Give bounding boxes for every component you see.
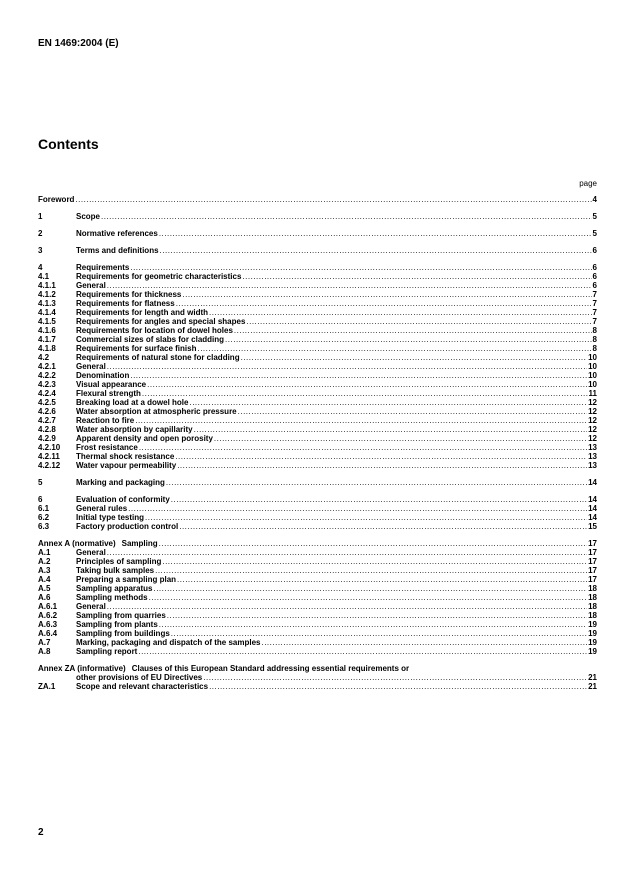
toc-entry[interactable] xyxy=(38,380,597,389)
toc-entry-label: Flexural strength xyxy=(76,389,141,398)
toc-entry-label: General xyxy=(76,362,106,371)
toc-leader-dots xyxy=(159,229,592,238)
toc-entry-number: 4.1.6 xyxy=(38,326,56,335)
toc-entry-number: 2 xyxy=(38,229,43,238)
toc-entry-number: Annex ZA (informative) xyxy=(38,664,126,673)
toc-entry-label: Taking bulk samples xyxy=(76,566,155,575)
toc-entry-page: 10 xyxy=(588,362,597,371)
toc-entry[interactable] xyxy=(38,195,597,204)
toc-entry-page: 18 xyxy=(588,602,597,611)
toc-entry-number: 4.2.5 xyxy=(38,398,56,407)
toc-entry-label: Requirements xyxy=(76,263,130,272)
toc-entry-page: 12 xyxy=(588,425,597,434)
toc-entry-label: Sampling methods xyxy=(76,593,148,602)
toc-leader-dots xyxy=(149,593,588,602)
toc-entry-page: 18 xyxy=(588,611,597,620)
toc-entry[interactable] xyxy=(38,478,597,487)
toc-entry-number: A.6.4 xyxy=(38,629,58,638)
toc-leader-dots xyxy=(171,495,587,504)
toc-entry-annex-za[interactable] xyxy=(38,664,597,673)
toc-leader-dots xyxy=(175,452,587,461)
toc-entry-page: 14 xyxy=(588,495,597,504)
toc-entry-label: Sampling report xyxy=(76,647,138,656)
toc-entry-number: Foreword xyxy=(38,195,75,204)
toc-leader-dots xyxy=(107,602,587,611)
toc-leader-dots xyxy=(241,353,588,362)
page-column-label: page xyxy=(579,179,597,188)
toc-entry-label: Marking, packaging and dispatch of the samples xyxy=(76,638,261,647)
toc-entry-page: 19 xyxy=(588,629,597,638)
toc-entry-number: 4.1.5 xyxy=(38,317,56,326)
toc-entry-number: 4.2.8 xyxy=(38,425,56,434)
toc-entry-number: Annex A (normative) xyxy=(38,539,116,548)
toc-entry-number: A.1 xyxy=(38,548,51,557)
toc-entry[interactable] xyxy=(38,647,597,656)
toc-leader-dots xyxy=(153,584,587,593)
toc-entry-number: A.3 xyxy=(38,566,51,575)
toc-leader-dots xyxy=(176,299,592,308)
toc-leader-dots xyxy=(238,407,587,416)
toc-entry[interactable] xyxy=(38,504,597,513)
toc-entry-number: 4.2.10 xyxy=(38,443,61,452)
toc-leader-dots xyxy=(139,443,587,452)
toc-entry[interactable] xyxy=(38,602,597,611)
toc-entry[interactable] xyxy=(38,344,597,353)
toc-leader-dots xyxy=(203,673,587,682)
toc-entry-annex-za-continued[interactable] xyxy=(38,673,597,682)
toc-entry-number: 4.2.9 xyxy=(38,434,56,443)
toc-entry-label: General rules xyxy=(76,504,128,513)
toc-entry[interactable] xyxy=(38,593,597,602)
toc-leader-dots xyxy=(101,212,592,221)
toc-entries xyxy=(38,195,597,656)
toc-leader-dots xyxy=(130,263,591,272)
toc-entry-label: Requirements of natural stone for cladding xyxy=(76,353,240,362)
toc-entry-page: 21 xyxy=(588,682,597,691)
toc-entry[interactable] xyxy=(38,575,597,584)
toc-leader-dots xyxy=(167,611,587,620)
toc-entry-label: Scope and relevant characteristics xyxy=(76,682,209,691)
toc-entry-page: 12 xyxy=(588,434,597,443)
toc-entry-number: 4.2 xyxy=(38,353,50,362)
toc-entry-label: Water absorption at atmospheric pressure xyxy=(76,407,237,416)
toc-entry[interactable] xyxy=(38,434,597,443)
document-id: EN 1469:2004 (E) xyxy=(38,38,119,49)
toc-leader-dots xyxy=(160,246,592,255)
toc-entry-number: 4.1.3 xyxy=(38,299,56,308)
toc-entry[interactable] xyxy=(38,407,597,416)
toc-leader-dots xyxy=(246,317,591,326)
toc-entry-number: 6.2 xyxy=(38,513,50,522)
toc-entry[interactable] xyxy=(38,452,597,461)
toc-entry[interactable] xyxy=(38,522,597,531)
toc-entry-page: 17 xyxy=(588,539,597,548)
toc-entry[interactable] xyxy=(38,212,597,221)
toc-entry[interactable] xyxy=(38,299,597,308)
toc-entry-number: 4.2.7 xyxy=(38,416,56,425)
toc-entry-number: 4.1.8 xyxy=(38,344,56,353)
toc-entry-label: Preparing a sampling plan xyxy=(76,575,177,584)
toc-entry-page: 12 xyxy=(588,416,597,425)
toc-entry-number: 4.2.6 xyxy=(38,407,56,416)
toc-entry-number: 4.1.2 xyxy=(38,290,56,299)
toc-entry-page: 12 xyxy=(588,398,597,407)
toc-entry-number: 4.1 xyxy=(38,272,50,281)
toc-entry-label: Denomination xyxy=(76,371,130,380)
toc-leader-dots xyxy=(242,272,591,281)
toc-entry-label: Requirements for length and width xyxy=(76,308,209,317)
toc-entry-label: Clauses of this European Standard addressing essential requirements or xyxy=(131,664,410,673)
toc-entry-page: 8 xyxy=(592,344,597,353)
toc-entry-page: 14 xyxy=(588,513,597,522)
toc-entry[interactable] xyxy=(38,371,597,380)
toc-entry-label: Requirements for thickness xyxy=(76,290,182,299)
toc-entry-label: Marking and packaging xyxy=(76,478,165,487)
toc-entry-page: 10 xyxy=(588,371,597,380)
toc-entry[interactable] xyxy=(38,272,597,281)
toc-leader-dots xyxy=(162,557,587,566)
toc-entry-label: Commercial sizes of slabs for cladding xyxy=(76,335,225,344)
toc-entry-page: 4 xyxy=(592,195,597,204)
toc-leader-dots xyxy=(209,308,592,317)
toc-entry[interactable] xyxy=(38,398,597,407)
toc-entry-page: 17 xyxy=(588,557,597,566)
toc-entry-number: 4.2.11 xyxy=(38,452,60,461)
toc-entry[interactable] xyxy=(38,629,597,638)
toc-entry[interactable] xyxy=(38,362,597,371)
toc-entry-label: Sampling xyxy=(121,539,158,548)
toc-leader-dots xyxy=(107,362,587,371)
toc-entry-label: Requirements for angles and special shapes xyxy=(76,317,246,326)
toc-entry-label: Apparent density and open porosity xyxy=(76,434,213,443)
toc-entry-label: Terms and definitions xyxy=(76,246,159,255)
toc-entry-label: Requirements for surface finish xyxy=(76,344,197,353)
toc-entry-page: 6 xyxy=(592,246,597,255)
toc-entry-label: Initial type testing xyxy=(76,513,145,522)
toc-entry-page: 14 xyxy=(588,504,597,513)
toc-entry-page: 19 xyxy=(588,647,597,656)
toc-entry-label: Requirements for flatness xyxy=(76,299,175,308)
toc-entry-number: 4.1.4 xyxy=(38,308,56,317)
toc-entry-page: 11 xyxy=(588,389,597,398)
toc-entry-number: 1 xyxy=(38,212,43,221)
toc-entry[interactable] xyxy=(38,416,597,425)
toc-leader-dots xyxy=(159,620,587,629)
toc-leader-dots xyxy=(128,504,587,513)
toc-entry-page: 6 xyxy=(592,281,597,290)
toc-entry[interactable] xyxy=(38,539,597,548)
toc-leader-dots xyxy=(147,380,587,389)
toc-entry-label: Reaction to fire xyxy=(76,416,135,425)
toc-entry[interactable] xyxy=(38,584,597,593)
toc-entry-number: 4 xyxy=(38,263,43,272)
toc-entry-page: 5 xyxy=(592,229,597,238)
toc-leader-dots xyxy=(145,513,587,522)
toc-entry[interactable] xyxy=(38,281,597,290)
toc-entry[interactable] xyxy=(38,326,597,335)
toc-entry-label: Requirements for location of dowel holes xyxy=(76,326,233,335)
toc-entry[interactable] xyxy=(38,290,597,299)
toc-entry-page: 19 xyxy=(588,620,597,629)
toc-entry-number: 6 xyxy=(38,495,43,504)
toc-entry-page: 17 xyxy=(588,548,597,557)
toc-entry-number: 6.3 xyxy=(38,522,50,531)
toc-entry-page: 7 xyxy=(592,290,597,299)
toc-leader-dots xyxy=(142,389,588,398)
toc-entry-label: Principles of sampling xyxy=(76,557,162,566)
toc-leader-dots xyxy=(261,638,587,647)
toc-entry-label: General xyxy=(76,281,106,290)
toc-entry-label: Breaking load at a dowel hole xyxy=(76,398,189,407)
toc-entry[interactable] xyxy=(38,389,597,398)
toc-entry-page: 17 xyxy=(588,575,597,584)
toc-entry[interactable] xyxy=(38,263,597,272)
toc-entry-page: 6 xyxy=(592,272,597,281)
toc-entry-label: General xyxy=(76,602,106,611)
toc-entry-number: A.4 xyxy=(38,575,51,584)
toc-entry-label: General xyxy=(76,548,106,557)
toc-entry-number: 4.2.3 xyxy=(38,380,56,389)
toc-entry-page: 5 xyxy=(592,212,597,221)
toc-entry-label: Frost resistance xyxy=(76,443,138,452)
page-title: Contents xyxy=(38,136,99,152)
toc-entry-label: Sampling from buildings xyxy=(76,629,170,638)
toc-entry-number: A.6.3 xyxy=(38,620,58,629)
toc-entry-number: A.2 xyxy=(38,557,51,566)
toc-entry-label: Sampling from plants xyxy=(76,620,158,629)
toc-entry-page: 7 xyxy=(592,317,597,326)
toc-entry-label: Factory production control xyxy=(76,522,179,531)
toc-entry-page: 10 xyxy=(588,353,597,362)
toc-entry-label: Thermal shock resistance xyxy=(76,452,175,461)
toc-leader-dots xyxy=(182,290,591,299)
toc-entry[interactable] xyxy=(38,335,597,344)
toc-leader-dots xyxy=(75,195,591,204)
toc-leader-dots xyxy=(107,281,592,290)
toc-entry-page: 10 xyxy=(588,380,597,389)
toc-entry-number: 4.1.1 xyxy=(38,281,56,290)
toc-entry[interactable] xyxy=(38,308,597,317)
toc-entry-page: 18 xyxy=(588,584,597,593)
toc-entry-number: 5 xyxy=(38,478,43,487)
toc-leader-dots xyxy=(166,478,587,487)
table-of-contents xyxy=(38,195,597,691)
toc-entry-page: 7 xyxy=(592,308,597,317)
toc-leader-dots xyxy=(209,682,587,691)
toc-entry[interactable] xyxy=(38,425,597,434)
toc-entry-number: ZA.1 xyxy=(38,682,56,691)
toc-entry-page: 21 xyxy=(588,673,597,682)
toc-entries-tail xyxy=(38,682,597,691)
toc-entry[interactable] xyxy=(38,513,597,522)
toc-leader-dots xyxy=(138,647,587,656)
toc-entry-label-continued: other provisions of EU Directives xyxy=(76,673,203,682)
toc-entry[interactable] xyxy=(38,566,597,575)
toc-entry-number: A.6 xyxy=(38,593,51,602)
page-number: 2 xyxy=(38,827,44,838)
toc-entry-number: A.8 xyxy=(38,647,51,656)
toc-leader-dots xyxy=(194,425,587,434)
toc-leader-dots xyxy=(155,566,587,575)
toc-entry[interactable] xyxy=(38,611,597,620)
toc-leader-dots xyxy=(189,398,587,407)
toc-entry-label: Water vapour permeability xyxy=(76,461,177,470)
toc-entry-page: 18 xyxy=(588,593,597,602)
toc-entry[interactable] xyxy=(38,443,597,452)
toc-entry-page: 17 xyxy=(588,566,597,575)
toc-entry[interactable] xyxy=(38,317,597,326)
toc-entry-label: Evaluation of conformity xyxy=(76,495,170,504)
toc-entry[interactable] xyxy=(38,548,597,557)
toc-entry-number: 3 xyxy=(38,246,43,255)
toc-entry-label: Sampling from quarries xyxy=(76,611,166,620)
toc-entry-number: 4.2.1 xyxy=(38,362,56,371)
toc-entry-page: 6 xyxy=(592,263,597,272)
toc-entry-label: Normative references xyxy=(76,229,158,238)
toc-leader-dots xyxy=(179,522,587,531)
toc-entry[interactable] xyxy=(38,461,597,470)
toc-leader-dots xyxy=(214,434,587,443)
toc-entry-page: 8 xyxy=(592,326,597,335)
toc-leader-dots xyxy=(234,326,592,335)
toc-entry-number: A.6.2 xyxy=(38,611,58,620)
toc-entry[interactable] xyxy=(38,495,597,504)
toc-entry[interactable] xyxy=(38,682,597,691)
toc-entry-number: 4.1.7 xyxy=(38,335,56,344)
toc-entry-page: 12 xyxy=(588,407,597,416)
toc-entry-label: Water absorption by capillarity xyxy=(76,425,193,434)
toc-leader-dots xyxy=(130,371,587,380)
toc-entry-page: 15 xyxy=(588,522,597,531)
toc-leader-dots xyxy=(135,416,587,425)
toc-entry[interactable] xyxy=(38,557,597,566)
toc-entry-number: 4.2.4 xyxy=(38,389,56,398)
toc-entry-page: 13 xyxy=(588,461,597,470)
toc-entry-label: Scope xyxy=(76,212,101,221)
toc-leader-dots xyxy=(171,629,587,638)
toc-entry-page: 7 xyxy=(592,299,597,308)
toc-entry-number: 4.2.2 xyxy=(38,371,56,380)
toc-entry[interactable] xyxy=(38,353,597,362)
toc-entry[interactable] xyxy=(38,246,597,255)
toc-entry-page: 13 xyxy=(588,443,597,452)
toc-entry-number: 4.2.12 xyxy=(38,461,61,470)
toc-entry-number: A.7 xyxy=(38,638,51,647)
toc-entry-number: 6.1 xyxy=(38,504,50,513)
toc-entry-label: Requirements for geometric characteristics xyxy=(76,272,242,281)
toc-entry-label: Visual appearance xyxy=(76,380,147,389)
toc-leader-dots xyxy=(197,344,591,353)
toc-leader-dots xyxy=(225,335,592,344)
toc-leader-dots xyxy=(177,461,587,470)
toc-entry-page: 8 xyxy=(592,335,597,344)
toc-entry[interactable] xyxy=(38,229,597,238)
toc-entry-label: Sampling apparatus xyxy=(76,584,153,593)
toc-entry[interactable] xyxy=(38,620,597,629)
toc-leader-dots xyxy=(177,575,587,584)
toc-leader-dots xyxy=(159,539,587,548)
toc-entry-number: A.5 xyxy=(38,584,51,593)
toc-leader-dots xyxy=(107,548,587,557)
toc-entry-page: 14 xyxy=(588,478,597,487)
toc-entry-page: 13 xyxy=(588,452,597,461)
toc-entry-number: A.6.1 xyxy=(38,602,58,611)
toc-entry[interactable] xyxy=(38,638,597,647)
toc-entry-page: 19 xyxy=(588,638,597,647)
